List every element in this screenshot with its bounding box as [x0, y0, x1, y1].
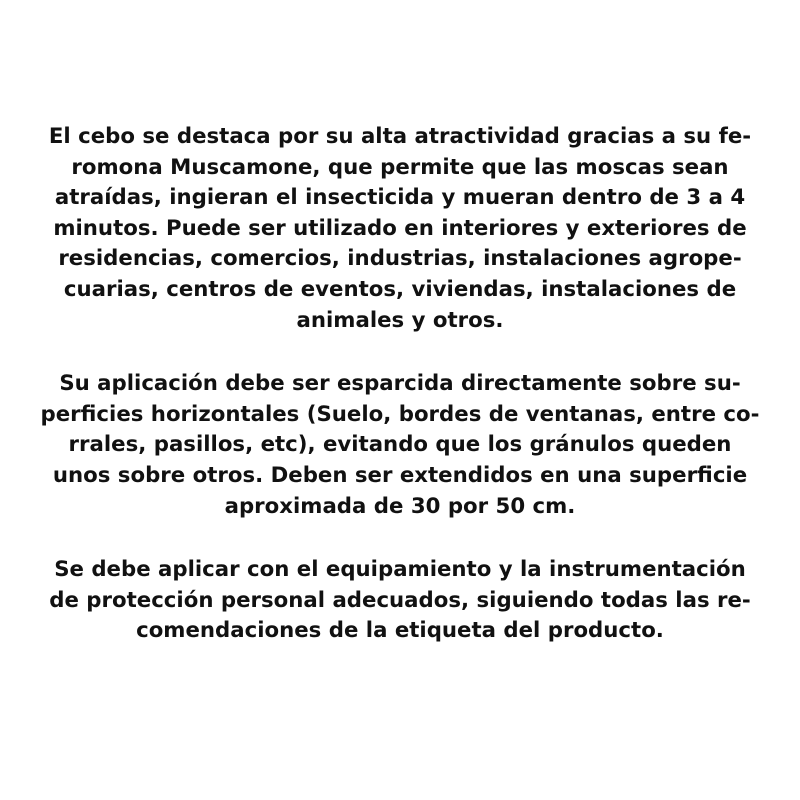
paragraph-spacer [0, 522, 800, 555]
text-line: rrales, pasillos, etc), evitando que los gránulos queden [68, 432, 732, 458]
text-line: animales y otros. [296, 307, 504, 333]
text-line: Su aplicación debe ser esparcida directamente sobre su- [59, 371, 741, 397]
text-line: romona Muscamone, que permite que las moscas sean [71, 154, 729, 180]
paragraph-safety-note [0, 555, 800, 647]
text-line: Se debe aplicar con el equipamiento y la instrumentación [54, 557, 746, 583]
text-line: minutos. Puede ser utilizado en interiores y exteriores de [53, 215, 747, 241]
text-line: comendaciones de la etiqueta del producto. [136, 618, 664, 644]
text-line: residencias, comercios, industrias, instalaciones agrope- [58, 246, 742, 272]
paragraph-application-instructions [0, 369, 800, 522]
text-line: El cebo se destaca por su alta atractividad gracias a su fe- [48, 124, 752, 149]
paragraph-spacer [0, 336, 800, 369]
document-body [0, 122, 800, 647]
text-line: perficies horizontales (Suelo, bordes de ventanas, entre co- [40, 401, 760, 427]
paragraph-bait-description [0, 122, 800, 336]
text-line: de protección personal adecuados, siguiendo todas las re- [49, 587, 751, 613]
text-line: unos sobre otros. Deben ser extendidos en una superficie [52, 462, 748, 488]
text-line: cuarias, centros de eventos, viviendas, instalaciones de [63, 276, 737, 302]
text-line: aproximada de 30 por 50 cm. [224, 493, 576, 519]
text-line: atraídas, ingieran el insecticida y mueran dentro de 3 a 4 [54, 185, 746, 211]
